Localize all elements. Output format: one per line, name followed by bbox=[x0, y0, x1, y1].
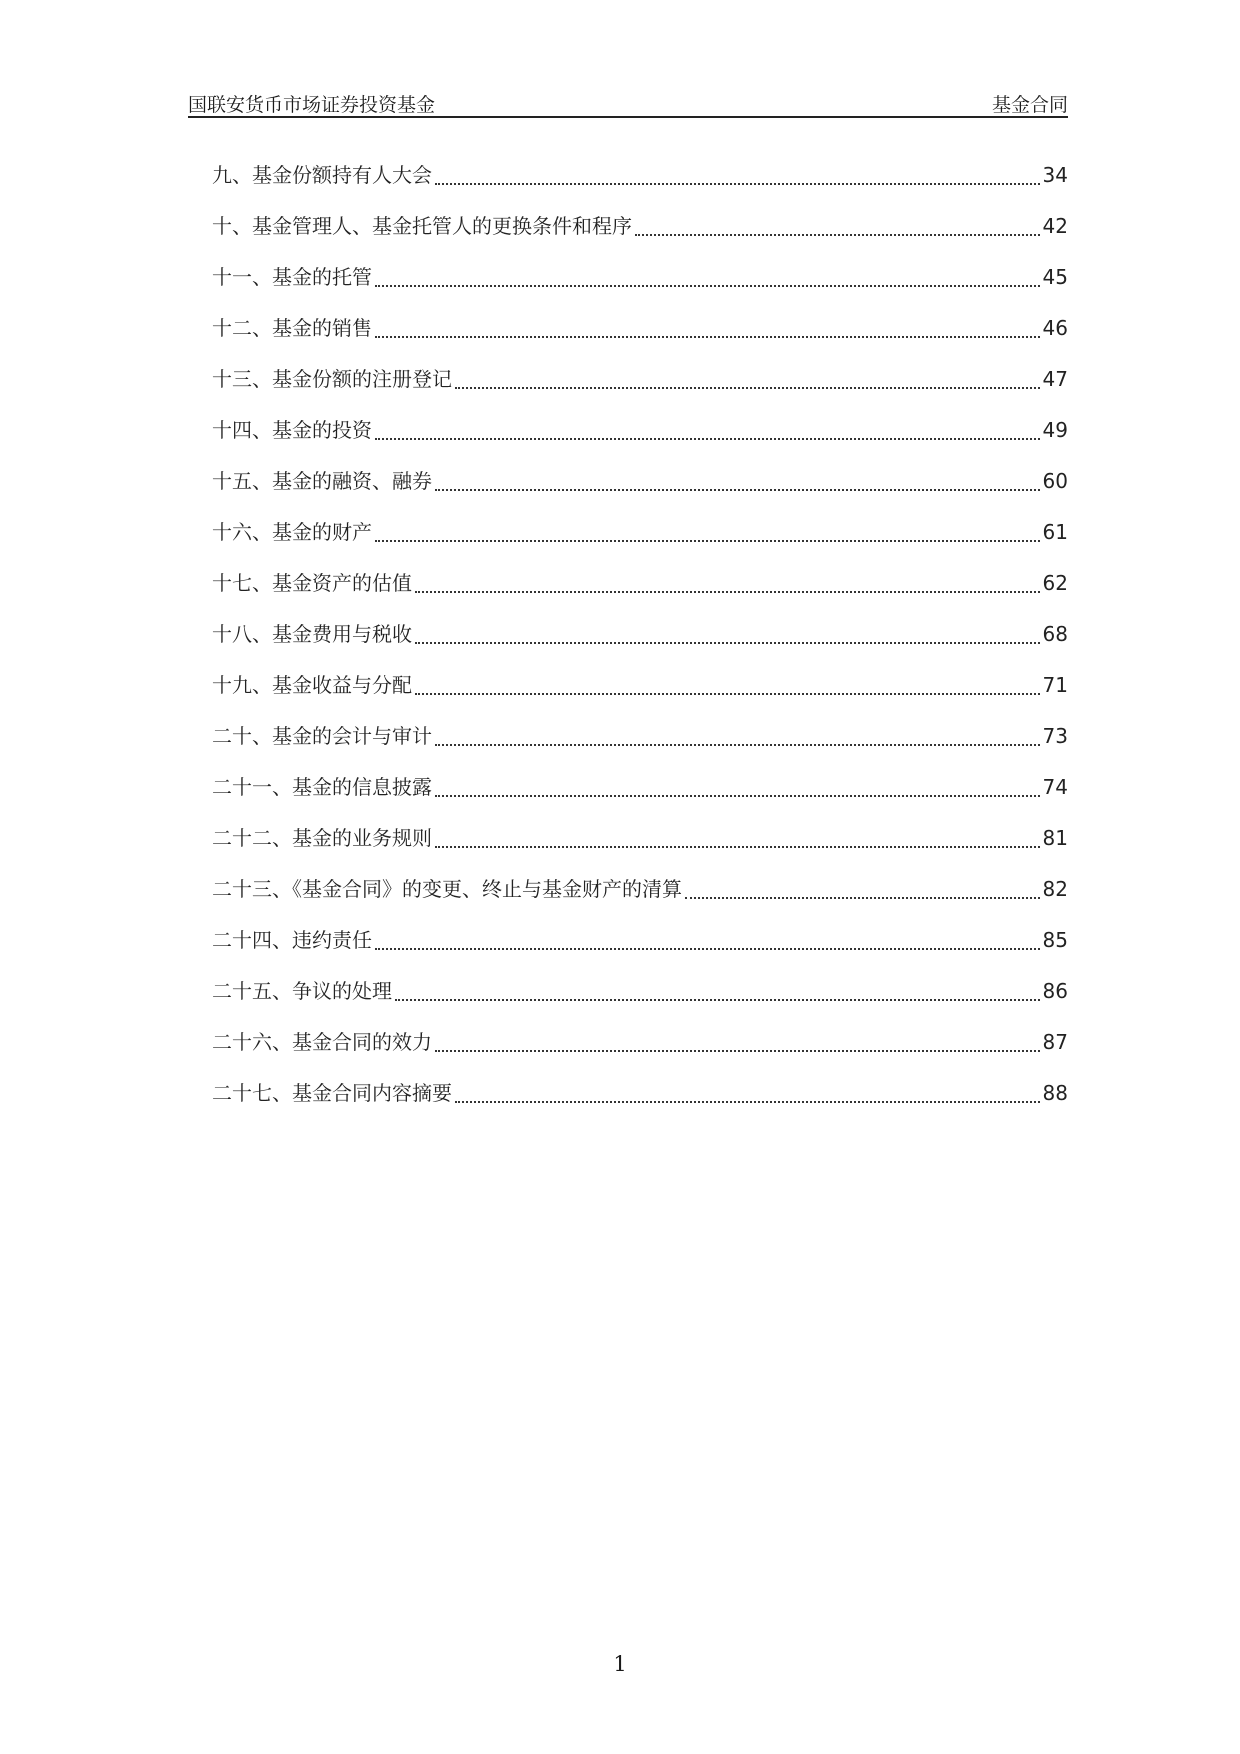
toc-entry-title: 二十五、争议的处理 bbox=[212, 979, 392, 1003]
toc-entry-title: 九、基金份额持有人大会 bbox=[212, 163, 432, 187]
toc-entry-title: 十二、基金的销售 bbox=[212, 316, 372, 340]
toc-entry-title: 十、基金管理人、基金托管人的更换条件和程序 bbox=[212, 214, 632, 238]
toc-entry[interactable] bbox=[212, 603, 1068, 654]
toc-entry-title: 十六、基金的财产 bbox=[212, 520, 372, 544]
toc-entry-title: 十九、基金收益与分配 bbox=[212, 673, 412, 697]
toc-entry[interactable] bbox=[212, 756, 1068, 807]
toc-entry-page: 45 bbox=[1042, 265, 1068, 289]
toc-dot-leader bbox=[375, 285, 1040, 287]
toc-entry-page: 73 bbox=[1042, 724, 1068, 748]
toc-dot-leader bbox=[375, 948, 1040, 950]
toc-entry-title: 二十二、基金的业务规则 bbox=[212, 826, 432, 850]
toc-dot-leader bbox=[685, 897, 1040, 899]
toc-entry[interactable] bbox=[212, 195, 1068, 246]
toc-dot-leader bbox=[435, 846, 1040, 848]
toc-entry[interactable] bbox=[212, 960, 1068, 1011]
toc-entry-title: 十八、基金费用与税收 bbox=[212, 622, 412, 646]
toc-entry[interactable] bbox=[212, 144, 1068, 195]
toc-entry-page: 74 bbox=[1042, 775, 1068, 799]
page-number: 1 bbox=[613, 1652, 627, 1676]
toc-dot-leader bbox=[415, 693, 1040, 695]
toc-entry[interactable] bbox=[212, 501, 1068, 552]
toc-dot-leader bbox=[435, 795, 1040, 797]
toc-dot-leader bbox=[455, 1101, 1040, 1103]
toc-dot-leader bbox=[415, 642, 1040, 644]
toc-entry-page: 88 bbox=[1042, 1081, 1068, 1105]
toc-entry-page: 71 bbox=[1042, 673, 1068, 697]
toc-dot-leader bbox=[375, 336, 1040, 338]
toc-entry-page: 81 bbox=[1042, 826, 1068, 850]
header-document-title: 国联安货币市场证券投资基金 bbox=[188, 94, 436, 116]
toc-entry-page: 46 bbox=[1042, 316, 1068, 340]
toc-entry[interactable] bbox=[212, 399, 1068, 450]
toc-dot-leader bbox=[395, 999, 1040, 1001]
toc-entry[interactable] bbox=[212, 807, 1068, 858]
toc-entry-page: 68 bbox=[1042, 622, 1068, 646]
toc-entry[interactable] bbox=[212, 552, 1068, 603]
toc-entry-page: 86 bbox=[1042, 979, 1068, 1003]
toc-dot-leader bbox=[455, 387, 1040, 389]
toc-dot-leader bbox=[415, 591, 1040, 593]
toc-entry[interactable] bbox=[212, 297, 1068, 348]
toc-dot-leader bbox=[375, 540, 1040, 542]
toc-entry[interactable] bbox=[212, 654, 1068, 705]
toc-entry-title: 十七、基金资产的估值 bbox=[212, 571, 412, 595]
toc-entry-page: 87 bbox=[1042, 1030, 1068, 1054]
toc-dot-leader bbox=[435, 744, 1040, 746]
toc-entry-page: 42 bbox=[1042, 214, 1068, 238]
toc-entry[interactable] bbox=[212, 909, 1068, 960]
toc-entry-title: 十三、基金份额的注册登记 bbox=[212, 367, 452, 391]
toc-entry-title: 二十六、基金合同的效力 bbox=[212, 1030, 432, 1054]
toc-entry-title: 十五、基金的融资、融券 bbox=[212, 469, 432, 493]
toc-entry[interactable] bbox=[212, 705, 1068, 756]
toc-entry-page: 60 bbox=[1042, 469, 1068, 493]
toc-entry[interactable] bbox=[212, 1062, 1068, 1113]
toc-entry-title: 十一、基金的托管 bbox=[212, 265, 372, 289]
toc-entry-title: 二十四、违约责任 bbox=[212, 928, 372, 952]
toc-dot-leader bbox=[375, 438, 1040, 440]
table-of-contents bbox=[212, 144, 1068, 1113]
toc-entry[interactable] bbox=[212, 1011, 1068, 1062]
toc-entry[interactable] bbox=[212, 348, 1068, 399]
toc-entry[interactable] bbox=[212, 246, 1068, 297]
toc-entry[interactable] bbox=[212, 450, 1068, 501]
toc-dot-leader bbox=[435, 183, 1040, 185]
toc-entry-page: 49 bbox=[1042, 418, 1068, 442]
toc-entry-page: 34 bbox=[1042, 163, 1068, 187]
toc-entry-title: 二十、基金的会计与审计 bbox=[212, 724, 432, 748]
toc-dot-leader bbox=[635, 234, 1040, 236]
toc-dot-leader bbox=[435, 1050, 1040, 1052]
toc-entry-page: 62 bbox=[1042, 571, 1068, 595]
toc-entry-title: 二十三、《基金合同》的变更、终止与基金财产的清算 bbox=[212, 877, 682, 901]
toc-entry-title: 二十一、基金的信息披露 bbox=[212, 775, 432, 799]
toc-entry-title: 二十七、基金合同内容摘要 bbox=[212, 1081, 452, 1105]
toc-dot-leader bbox=[435, 489, 1040, 491]
toc-entry-page: 61 bbox=[1042, 520, 1068, 544]
page-header bbox=[188, 88, 1068, 118]
toc-entry-page: 47 bbox=[1042, 367, 1068, 391]
toc-entry-title: 十四、基金的投资 bbox=[212, 418, 372, 442]
toc-entry-page: 82 bbox=[1042, 877, 1068, 901]
header-section-title: 基金合同 bbox=[991, 94, 1068, 116]
toc-entry[interactable] bbox=[212, 858, 1068, 909]
toc-entry-page: 85 bbox=[1042, 928, 1068, 952]
